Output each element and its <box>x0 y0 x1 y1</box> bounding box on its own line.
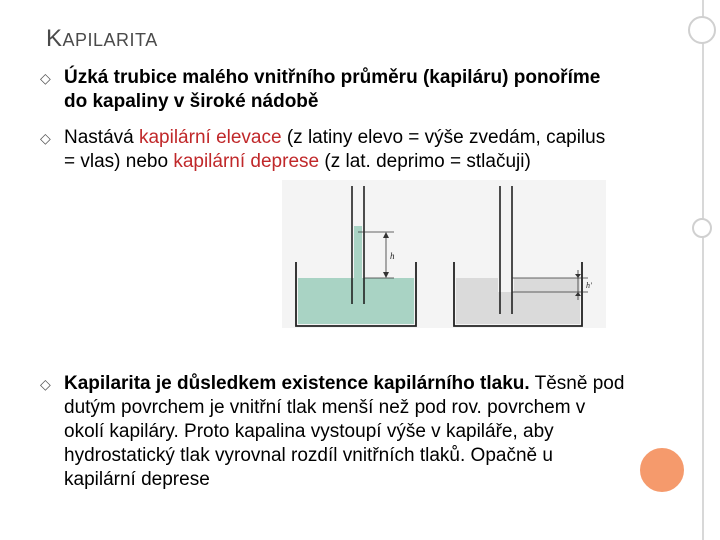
bullet-2-text <box>64 126 620 174</box>
water-liquid <box>298 278 414 324</box>
bullet-3-body-text: Těsně pod dutým povrchem je vnitřní tlak menší než pod rov. povrchem v okolí kapiláry. Proto kapalina vystoupí výše v kapiláře, aby hydrostatický tlak vyrovnal rozdíl vnitřních tlaků. Opačně u kapilární deprese <box>64 373 625 490</box>
mercury-in-capillary <box>502 292 510 324</box>
hollow-diamond-bullet-icon: ◇ <box>40 376 51 392</box>
title-initial: K <box>46 25 63 52</box>
capillarity-figure <box>282 180 606 328</box>
water-in-capillary <box>354 226 362 278</box>
decorative-circle-orange <box>638 446 686 494</box>
slide-title <box>46 25 158 53</box>
bullet-2-part-3: (z lat. deprimo = stlačuji) <box>319 151 531 172</box>
bullet-2 <box>40 126 620 174</box>
label-h: h <box>390 251 395 261</box>
mercury-liquid <box>456 278 580 324</box>
bullet-1-text: Úzká trubice malého vnitřního průměru (kapiláru) ponoříme do kapaliny v široké nádobě <box>64 67 601 112</box>
bullet-3-text <box>64 372 630 492</box>
bullet-2-part-2: (z latiny elevo = výše zvedám, capilus = vlas) nebo <box>64 127 606 172</box>
hollow-diamond-bullet-icon: ◇ <box>40 130 51 146</box>
capillarity-diagram <box>282 180 606 328</box>
hollow-diamond-bullet-icon: ◇ <box>40 70 51 86</box>
label-h-prime: h' <box>586 281 592 290</box>
decorative-circle-middle <box>692 218 712 238</box>
bullet-1 <box>40 66 620 114</box>
term-capillary-elevation: kapilární elevace <box>138 127 282 148</box>
bullet-3 <box>40 372 630 492</box>
decorative-rail-line <box>702 0 704 540</box>
decorative-circle-top <box>688 16 716 44</box>
term-capillary-depression: kapilární deprese <box>173 151 320 172</box>
title-rest: APILARITA <box>62 30 158 50</box>
bullet-3-bold-text: Kapilarita je důsledkem existence kapilárního tlaku. <box>64 373 530 394</box>
bullet-2-part-1: Nastává <box>64 127 139 148</box>
